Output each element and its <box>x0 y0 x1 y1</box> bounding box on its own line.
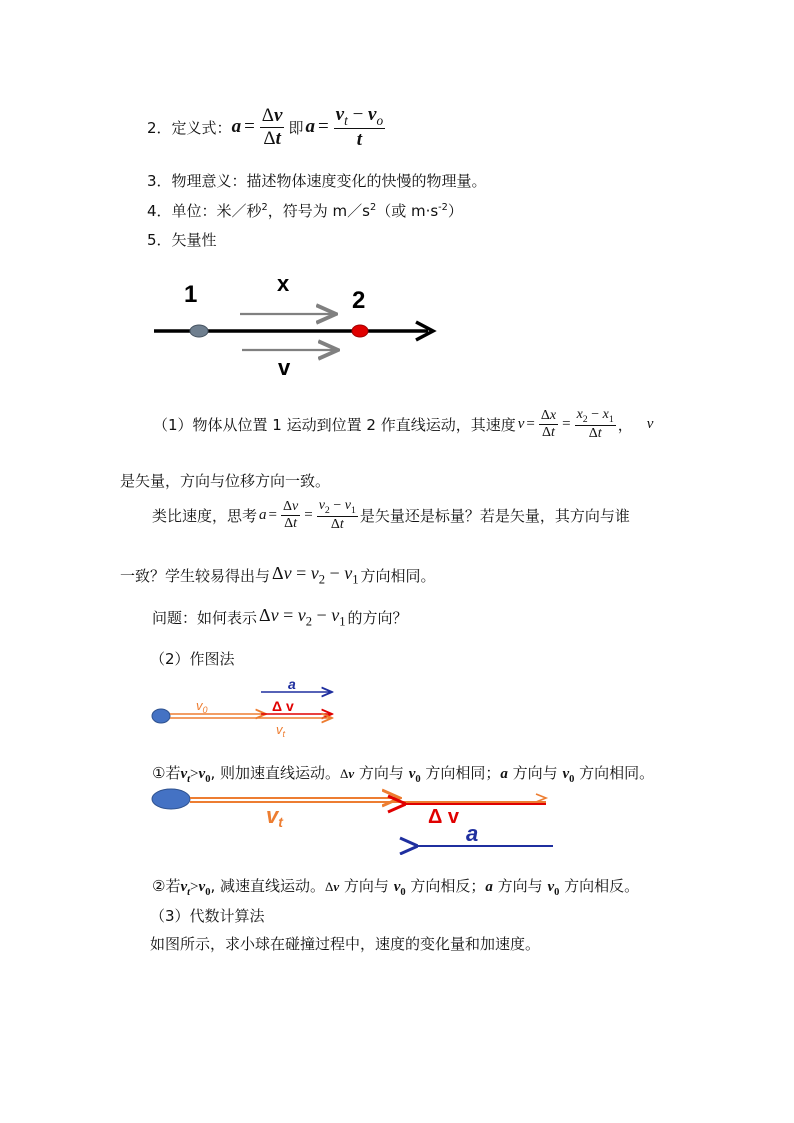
method-2-heading: （2）作图法 <box>150 650 235 668</box>
label-a-large: a <box>466 821 479 846</box>
ball-large <box>152 789 190 809</box>
formula-v2-v1-dt: $\frac{v_2 - v_1}{\Delta t}$ <box>318 498 356 533</box>
label-dv-large: Δ v <box>428 806 460 828</box>
item-2: 2． 定义式： a = $\frac{\Delta v}{\Delta t}$ 即 a = $\frac{v_t - v_o}{t}$ <box>147 104 384 151</box>
item-5: 5．矢量性 <box>147 231 217 249</box>
label-pos-2: 2 <box>352 287 366 314</box>
label-a: a <box>288 676 296 692</box>
para-1-line-1: （1）物体从位置 1 运动到位置 2 作直线运动，其速度 v = $\frac{\Delta x}{\Delta t}$ = $\frac{x_2 - x_1}{\Delta t}$ ， v <box>153 407 654 442</box>
acceleration-diagram-large <box>148 785 558 855</box>
ball-position-2 <box>352 325 368 337</box>
ball-position-1 <box>190 325 208 337</box>
question: 问题：如何表示 $\Delta v = v_2 - v_1$ 的方向？ <box>152 605 408 629</box>
label-pos-1: 1 <box>184 281 198 308</box>
ball <box>152 709 170 723</box>
label-vt: $v_t$ <box>276 722 286 739</box>
item-2-number: 2． <box>147 118 172 137</box>
formula-dx-dt: $\frac{\Delta x}{\Delta t}$ <box>540 407 557 441</box>
acceleration-diagram-small <box>148 674 348 742</box>
label-dv: Δ v <box>272 698 294 714</box>
case-1: ①若$v_t>v_0$, 则加速直线运动。Δv 方向与 $v_0$ 方向相同；a 方向与 $v_0$ 方向相同。 <box>152 764 655 785</box>
formula-dv-dt-2: $\frac{\Delta v}{\Delta t}$ <box>282 498 299 532</box>
para-2-line-2: 一致？学生较易得出与 $\Delta v = v_2 - v_1$ 方向相同。 <box>120 563 436 587</box>
displacement-diagram <box>140 264 450 384</box>
final-question: 如图所示，求小球在碰撞过程中，速度的变化量和加速度。 <box>150 935 541 953</box>
formula-dv-dt: $\frac{\Delta v}{\Delta t}$ <box>261 105 283 149</box>
method-3-heading: （3）代数计算法 <box>150 907 265 925</box>
formula-x2-x1-dt: $\frac{x_2 - x_1}{\Delta t}$ <box>576 407 614 442</box>
para-2-line-1: 类比速度，思考 a = $\frac{\Delta v}{\Delta t}$ = $\frac{v_2 - v_1}{\Delta t}$ 是矢量还是标量？若是矢量，其方向与谁 <box>152 498 630 533</box>
label-v0: $v_0$ <box>196 698 208 715</box>
para-1-line-2: 是矢量，方向与位移方向一致。 <box>120 472 331 490</box>
label-x: x <box>277 271 290 296</box>
label-vt-large: vt <box>266 803 283 830</box>
item-3: 3．物理意义：描述物体速度变化的快慢的物理量。 <box>147 172 487 190</box>
item-4: 4．单位：米／秒$^2$，符号为 $m/s^2$（或 $m\cdot s^{-2}$） <box>147 202 463 220</box>
item-2-connector: 即 <box>288 118 304 137</box>
label-v: v <box>278 355 291 380</box>
item-2-label: 定义式： <box>171 118 232 137</box>
case-2: ②若$v_t>v_0$, 减速直线运动。Δv 方向与 $v_0$ 方向相反；a 方向与 $v_0$ 方向相反。 <box>152 877 640 898</box>
formula-vt-vo-t: $\frac{v_t - v_o}{t}$ <box>335 104 384 151</box>
